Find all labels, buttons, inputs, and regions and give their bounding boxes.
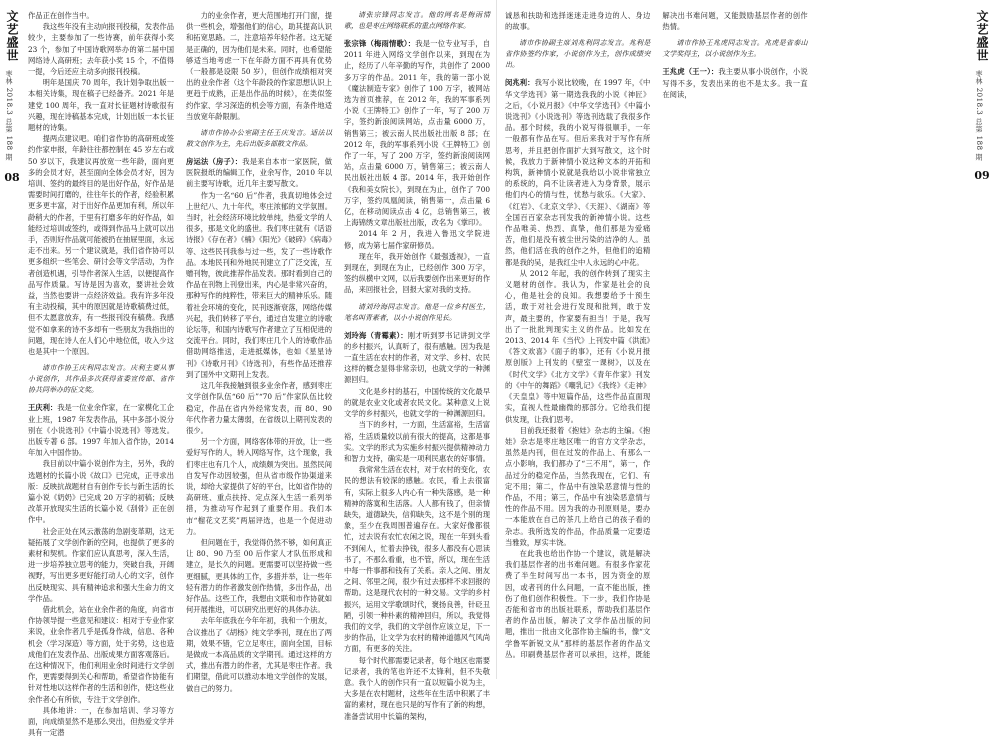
body-paragraph: 诚恳和扶助和选择迷迷走进身边的人、身边的故事。 — [505, 11, 651, 32]
speaker-name: 闵兆利： — [505, 78, 535, 88]
body-paragraph: 在此我也给出作协一个建议，就是解决我们基层作者的出书难问题。有很多作家花费了半生时间写出一本书，因为资金的原因，或者刊的什么问题，一直不能出版，挫伤了他们创作积极性。下一步，我们作协是否能和省市的出版社联系，帮助我们基层作者的作品出版，解决了文学作品出版的问题，推出一批由文化部作协主编的书，像“文学鲁军新锐文从”那样的基层作者的作品文丛。印刷费基层作者可以承担，这样，既能解决出书难问题，又能鼓励基层作者的创作热情。 — [505, 11, 808, 659]
speaker-intro: 我是一位专业写手，自 2011 年进入网络文学创作以来，到现在为止，经历了八年辛勤的写作，共创作了 2000 多万字的作品。2011 年，我的第一部小说《魔法制造专家》创作了 100 万字，被网站选为首页推荐，在 2012 年，我的军事系列小说《王牌特工》创作了一年，写了 200 万字，签约新浪阅读网站，点击量 6000 万，销售第三；被云南人民出版社出版 8 部；在 2012 年，我的军事系列小说《王牌特工》创作了一年，写了 200 万字，签约新浪阅读网站，点击量 6000 万，销售第三；被云南人民出版社出版 4 部。2014 年，我开始创作《我和美女院长》，到现在为止，创作了 700 万字，签约凤凰阅读，销售第一，点击量 6 亿，在移动阅读点击 4 亿，总销售第三，被上海锦绣文章出版社出版，改名为《掌印》。 — [344, 39, 491, 228]
issue-info-right: 枣林 2018.3 总第 188 期 — [975, 70, 983, 161]
body-paragraph: 作品正在创作当中。 — [28, 11, 94, 20]
speaker-name: 张宗锋（梅雨情歌）： — [344, 39, 416, 48]
body-paragraph: 文化是乡村的基石，中国传统的文化最早的就是农业文化或者农民文化。某种意义上说文学的乡村振兴，也就文学的一种渊源回归。 — [344, 386, 490, 419]
host-note: 请市作协办公室副主任王庆发言。适法以散文创作为主，先后出版多部散文作品。 — [186, 129, 332, 149]
speaker-paragraph — [344, 330, 490, 386]
body-paragraph: 另一个方面，网络客体带的开放，让一些爱好写作的人，转入网络写作，这个现象，我们枣庄也有几个人，成绩颇为突出。虽然民间自发写作动因较强，但从省市级作协渠道来说，却给大家提供了好的平台，比如省作协的高研班、重点扶持、定点深入生活一系列举措，为推动写作起到了重要作用。我们本市“榴花文艺奖”两届评选，也是一个促进动力。 — [186, 437, 332, 536]
left-side-strip — [4, 10, 20, 184]
speaker-name: 房运法（房子）： — [186, 157, 243, 167]
body-paragraph: 力的业余作者，更大范围地打开门窗，提供一些机会，增强他们的信心，助其提高认识和拓宽思路。二，注意培养年轻作者。这无疑是正确的，因为他们是未来。同时，也希望能够适当地考虑一下在年龄方面不再具有优势（一般都是设限 50 岁），但创作成绩相对突出的业余作者（这个年龄段的作家思想认识上更趋于成熟，正是出作品的时候），在类似签约作家、学习深造的机会等方面，有条件地适当放宽年龄限制。 — [186, 11, 332, 121]
speaker-name: 王庆利： — [28, 403, 58, 413]
host-note: 请市作协副主席刘兆利同志发言。兆利是省作协签约作家，小说创作为主，创作成绩突出。 — [505, 39, 651, 70]
right-column-1 — [505, 10, 965, 672]
issue-info-left: 枣林 2018.3 总第 188 期 — [5, 70, 13, 161]
speaker-paragraph — [186, 156, 332, 190]
body-paragraph: 每个时代都需要记录者，每个地区也需要记录者，我的笔也许还不太锋利，但不失敬意。我个人的创作只有一直以短篇小说为主，大多是在农村题材，这些年在生活中积累了丰富的素材，现在也只是的写作有了新的构想，准备尝试用中长篇的架构， — [344, 655, 490, 721]
right-side-strip — [974, 10, 990, 182]
right-page — [497, 0, 994, 679]
speaker-paragraph — [662, 66, 807, 100]
speaker-paragraph — [505, 77, 650, 267]
body-paragraph: 明年是国庆 70 周年，我计划争取出版一本相关诗集，现在稿子已经备齐。2021 年是建党 100 周年，我一直对长征题材诗歌很有兴趣，现在诗稿基本完成，计划出版一本长征题材的诗集。 — [28, 78, 174, 133]
left-column-2 — [186, 10, 333, 693]
host-note: 请张宗锋同志发言。他的网名是梅雨情歌，也是枣庄网络联系的重点网络作家。 — [344, 11, 490, 30]
body-paragraph: 提两点建议吧。咱们省作协的高研班或签约作家申报，年龄往往都控制在 45 岁左右或 50 岁以下，我建议再放宽一些年龄，面向更多的会员才好，甚至面向全体会员才好，因为培训、签约的最终目的是出好作品，好作品是需要时间打磨的，往往年长的作者，经验积累更多更丰富，对于出好作品更加有利，所以年龄稍大的作者，于里有打磨多年的好作品，如能经过培训或签约，或得到作品马上就可以出手，否则好作品就可能被扔在抽屉里面，永远走不出来。另一个建议就是，我们省作协可以更多组织一些笔会、研讨会等文学活动，为作者创造机遇，引导作者深入生活，以便提高作品写作质量。写诗是因为喜欢，要讲社会效益，当然也要讲一点经济效益。我有许多年没有主动投稿，其中的原因就是诗歌稿费过低，但不太愿意放弃，有一些报刊没有稿费。我感觉不如拿来的诗不多却有一些朋友为我指出的问题，现在诗人在人们心中地位低，收入少这也是其中一个原因。 — [28, 134, 174, 357]
speaker-name: 王兆虎（王一）： — [662, 67, 719, 77]
body-paragraph: 目前我还报着《抱娃》杂志的主编。《抱娃》杂志是枣庄地区唯一的官方文学杂志，虽然是内刊，但在过发的作品上、有那么一点小影响，我们都办了“三不用”，第一，作品过分的稳定作品，当然我现在，它们、有定不用；第二，作品中有浊染恶意情与性的作品，不用；第三，作品中有浊染恶意情与性的作品不用。因为我的办刊原则是，要办一本能放在自己的茶几上给自己的孩子看的杂志。我所选发的作品，作品质量一定要适当雅致，厚实丰饶。 — [505, 425, 651, 547]
left-column-3 — [344, 10, 491, 721]
body-paragraph: 从 2012 年起，我的创作转到了现实主义题材的创作。我认为，作家是社会的良心，他是社会的良知。我想要给予十预生活，敢于对社会进行发现和批判，敢于发声，最主要的，作家要有担当！于是，我写出了一批批判现实主义的作品。比如发在 2013、2014 年《当代》上刊发中篇《洪流》《答文欢喜》《面子的事》，还有《小说月报原创版》上刊发的《壁室一课树》，以及在《时代文学》《北方文学》《青年作家》刊发的《中午的舞蹈》《嘲乳记》《我终》《走神》《天皇皇》等中短篇作品，这些作品直面现实，直视人性最幽微的那部分。它给我们提供发现，让我们思考。 — [505, 268, 651, 424]
body-paragraph: 去年年底我在今年年初，我和一个朋友，合议推出了《胡杨》纯文学季刊，现在出了两期，效果不错，它立足枣庄，面向全国，目标是做成一本高品质的文学期刊。通过这样的方式，推出有潜力的作者，尤其是枣庄作者。我们期望，借此可以推动本地文学创作的发展，做自己的努力。 — [186, 616, 332, 693]
speaker-paragraph — [28, 402, 174, 458]
section-title-left: 文艺盛世 — [5, 10, 19, 62]
body-paragraph: 这几年我接触到很多业余作者，感到枣庄文学创作队伍“60 后”“70 后”作家队伍比较稳定，作品在省内外经常发表，而 80、90 年代作者力量太薄弱，在省级以上期刊发表的很少。 — [186, 381, 332, 435]
body-paragraph: 2014 年 2 月，我进入鲁迅文学院进修，成为第七届作家研修员。 — [344, 229, 490, 250]
page-number-right: 09 — [974, 168, 990, 182]
body-paragraph: 我这些年没有主动向报刊投稿，发表作品较少，主要参加了一些诗赛，前年获得小奖 23 个，参加了中国诗歌网举办的第二届中国网络诗人高研班；去年获小奖 15 个，不值得一提，今后还应主动多向报刊投稿。 — [28, 22, 174, 77]
speaker-intro: 刚才听到罗书记讲到文学的乡村振兴，认真听了，很有感触。因为我是一直生活在农村的作者，对文学、乡村、农民这样的概念显得非常亲切，也就文学的一种渊源回归。 — [344, 330, 490, 385]
speaker-intro: 我是一位业余作家，在一家模化工企业上班，1987 年发表作品，其中多部小说分别在《小说选刊》《中篇小说选刊》等选发。出版专著 6 部。1997 年加入省作协，2014 年加入中国作协。 — [28, 403, 175, 458]
body-paragraph: 现在年，我开始创作《最强透视》，一直到现在，到现在为止，已经创作 300 万字，签约纵横中文网，以后我要创作出来更好的作品，来回报社会，回报大家对我的支持。 — [344, 251, 490, 295]
host-note: 请市作协王兆虎同志发言。兆虎是省泰山文学奖得主，以小说创作为主。 — [662, 39, 808, 59]
body-paragraph: 作为一名“60 后”作者，我真切地体会过上世纪八、九十年代，枣庄浓郁的文学氛围。当时，社会经济环境比较单纯，热爱文学的人很多，那是文化的盛世。我们枣庄就有《话语诗报》《存在者》《楠》《阳光》《破碎》《病毒》等、这些民刊我参与过一些，发了一些诗歌作品。本地民刊和外地民刊建立了广泛交流，互赠刊物，彼此推荐作品发表。那时看到自己的作品在刊物上刊登出来，内心是非常兴奋的，那种写作的纯粹性，带来巨大的精神乐乐。随着社会环境的变化，民刊逐渐衰落，网络传媒兴起，我们转移了平台，通过自发建立的诗歌论坛等，和国内诗歌写作者建立了互相促进的交流平台。同时，我们枣庄几个人的诗歌作品借助网络推送，走进抵媒体，也如《星星诗刊》《诗歌月刊》《诗选刊》，有些作品还推荐到了国外中文期刊上发表。 — [186, 190, 332, 379]
speaker-paragraph — [344, 38, 490, 228]
body-paragraph: 具体地讲：一，在参加培训、学习等方面，向成绩显然不是那么突出，但热爱文学并具有一定潜 — [28, 705, 174, 738]
body-paragraph: 当下的乡村，一方面，生活富裕，生活富裕，生活质量较以前有很大的提高，这都是事实。文学的形式为实施乡村振兴提供精神动力和智力支持，确实是一项利民惠农的好事情。 — [344, 420, 490, 463]
body-paragraph: 但问题在于，我觉得仍然不够，如何真正让 80、90 乃至 00 后作家人才队伍形成和建立，是长久的问题。更需要可以坚持做一些更细腻，更具体的工作，多措并举，让一些年轻有潜力的作者激发创作热情，多出作品，出好作品。这些工作，我想由文联和市作协就如何开展推进，可以研究出更好的具体办法。 — [186, 537, 332, 615]
body-paragraph: 借此机会，站在业余作者的角度，向省市作协领导提一些意见和建议：相对于专业作家来说，业余作者几乎是孤身作战，信息、各种机会（学习深造）等方面，处于劣势，这也造成他们在发表作品、出版成果方面客观落后。在这种情况下，他们利用业余时间进行文学创作，更需要得到关心和帮助，希望省作协能有针对性地以这样作者的生活和创作，使这些业余作者心有所依，专注于文学创作。 — [28, 604, 174, 704]
host-note: 请刘玲海同志发言。他是一位乡村医生，笔名叫青素者，以小小说创作见长。 — [344, 302, 490, 322]
page-number-left: 08 — [4, 170, 20, 184]
speaker-intro: 我写小说比较晚，在 1997 年，《中华文学选刊》第一期选我我的小说《神匠》之后，《小说月报》《中华文学选刊》《中篇小说选刊》《小说选刊》等选刊选载了我很多作品。那个时候，我的小说写得很顺手，一年一般都有作品在写。但后来我对于写作有所思考，并且把创作面扩大到写散文，这个时候，我放力于新神情小说这种文本的开拓和构筑，新神情小说就是我给以小说非常独立的系统的，尚不让读者进入为身背景，展示他们内心的情与性，忧愁与欲乐。《大家》、《红岩》、《北京文学》、《天涯》、《湖南》等全国百百家杂志刊发我的新神情小说。这些作品唯美、热烈、真挚，他们那是为爱痛苦，他们是没有被尘世污染的洁净的人。虽然，他们活在我的创作之外，但他们的追精都是我的吴，是我红尘中人永远的心中花。 — [505, 78, 651, 267]
section-title-right: 文艺盛世 — [975, 10, 989, 62]
left-column-1 — [28, 10, 175, 738]
body-paragraph: 社会正处在风云激荡的急剧变革期，这无疑拓展了文学创作新的空间，也提供了更多的素材和契机。作家们应认真思考，深入生活，进一步培养独立思考的能力，突破自我，开阔视野，写出更多更好能打动人心的文字，创作出反映现实、具有精神追求和强大生命力的文学作品。 — [28, 526, 174, 603]
speaker-name: 刘玲海（青霉素）： — [344, 330, 408, 340]
body-paragraph: 我目前以中篇小说创作为主，另外，我的选题材的长篇小说《故口》已完成，正寻求出版：反映抗战题材自有创作专长与新生活的长篇小说《奶奶》已完成 20 万字的初稿；反映改革开放现实生活的长篇小说《刮骨》正在创作中。 — [28, 459, 174, 525]
speaker-intro: 我是来自本市一家医院，做医院报纸的编辑工作，业余写作，2010 年以前主要写诗歌，近几年主要写散文。 — [186, 157, 333, 189]
host-note: 请市作协王庆利同志发言。庆利主要从事小说创作，其作品多次获得省委宣传部、省作协共同举办的征文奖。 — [28, 364, 174, 395]
body-paragraph: 我常常生活在农村，对于农村的变化，农民的想法有较深的感触。农民，看上去很富有，实际上很多人内心有一种失落感，是一种精神的落寞和生活落。人人都有钱了，但亲情缺失，道德缺失，信仰缺失，这不是个别的现象，至少在我周围普遍存在。大家好像都很忙，过去说有农忙农闲之说，现在一年到头看不到闲人，忙着去挣钱，很多人都没有心思读书了，不那么看重，也不管，所以，现在生活中每一件事都和钱有了关系。亲人之间、朋友之间、邻里之间，很少有过去那样不求回报的帮助。这是现代农村的一种交易。文学的乡村振兴，运用文学歌颂时代，褒扬良善，针砭丑陋，引领一种朴素的精神回归，所以，我觉得我们的文学，我们的文学创作应该立足，下一步的作品，让文学为农村的精神道德风气风尚方面，有更多的关注。 — [344, 465, 490, 654]
speaker-intro: 我主要从事小说创作，小说写得不多，发表出来的也不是太多。我一直在阅读， — [662, 67, 808, 99]
